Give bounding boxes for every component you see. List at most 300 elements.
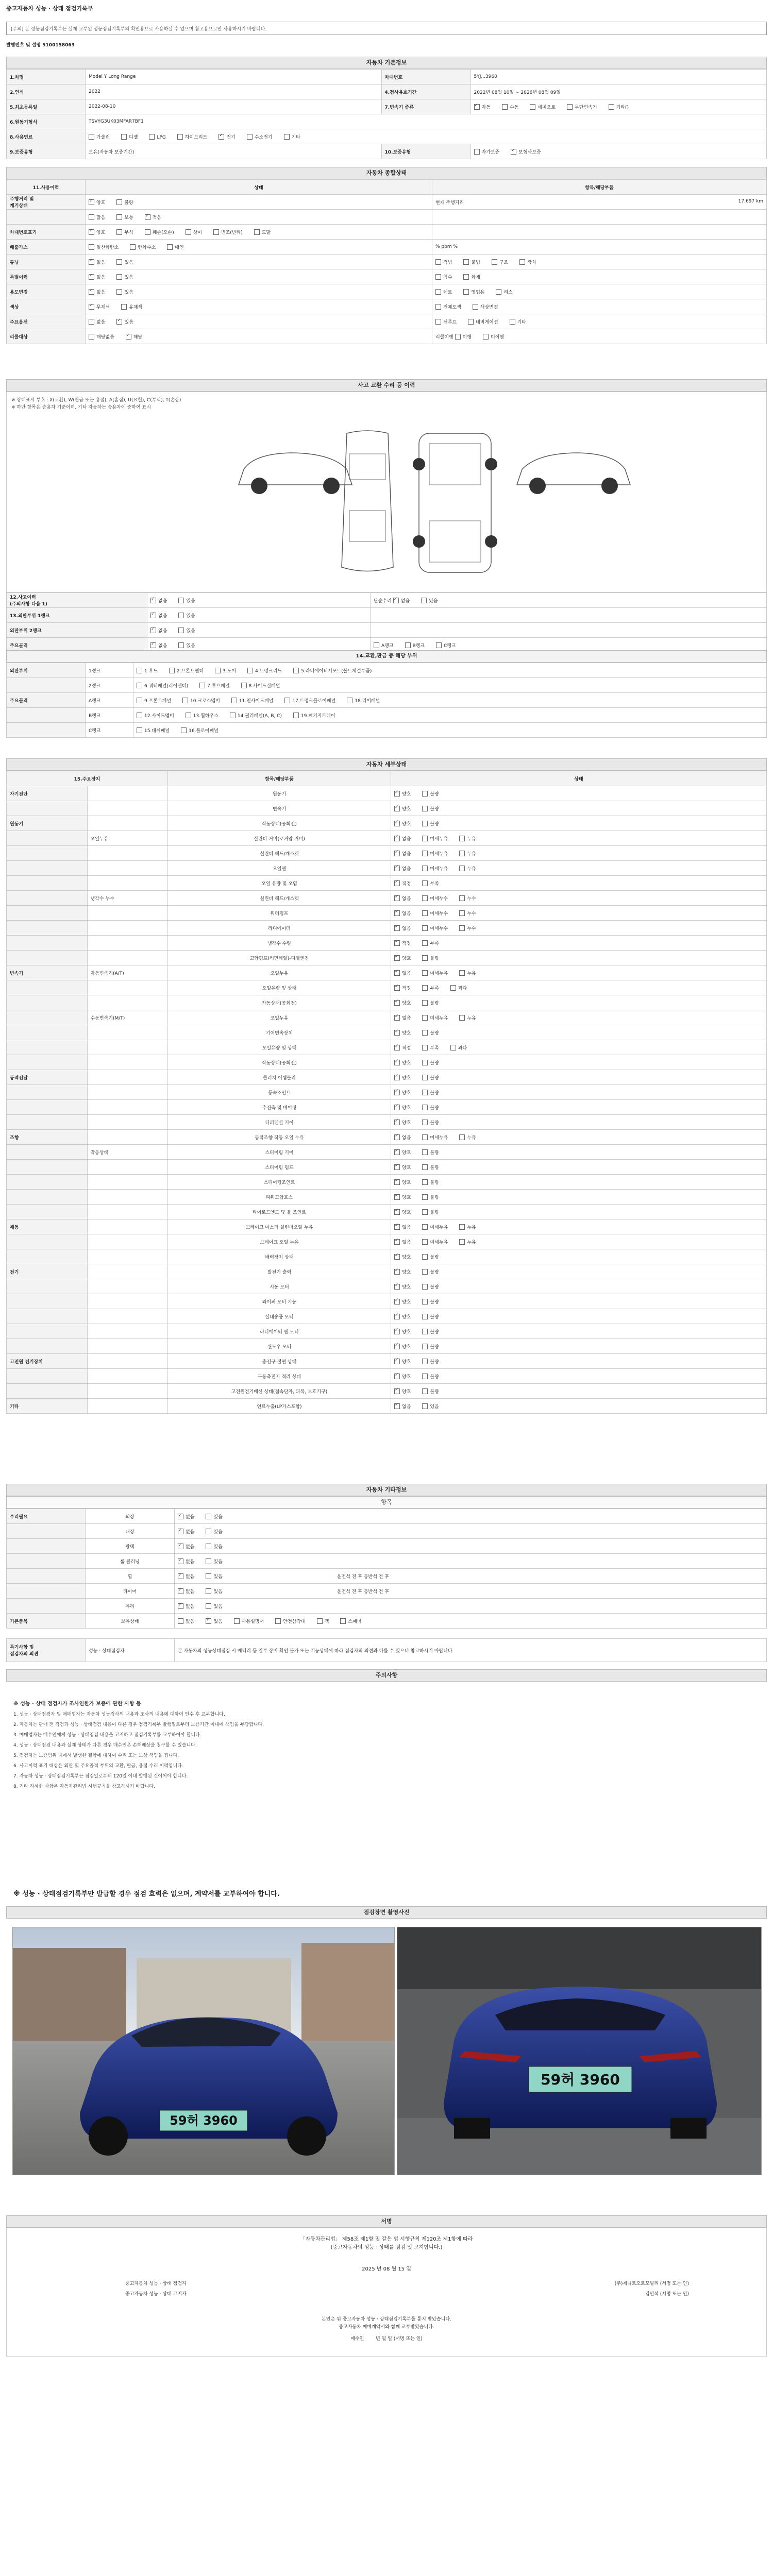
detail-group [7, 1339, 88, 1354]
buyer-label: 매수인 [350, 2336, 364, 2342]
checkbox-icon[interactable] [435, 274, 441, 280]
checkbox-icon[interactable] [422, 866, 428, 871]
detail-sub [87, 1369, 168, 1384]
checkbox-icon[interactable] [394, 1194, 400, 1200]
detail-option: 미세누수 [422, 910, 448, 917]
checkbox-icon[interactable] [422, 1403, 428, 1409]
checkbox-icon[interactable] [422, 1134, 428, 1140]
checkbox-icon[interactable] [167, 244, 173, 250]
checkbox-icon[interactable] [234, 1618, 240, 1624]
checkbox-icon[interactable] [137, 713, 142, 718]
checkbox-icon[interactable] [422, 1105, 428, 1110]
checkbox-icon[interactable] [394, 1179, 400, 1185]
detail-group [7, 1309, 88, 1324]
rear-car-photo [397, 1927, 761, 2175]
checkbox-icon[interactable] [394, 791, 400, 796]
checkbox-icon[interactable] [450, 985, 456, 991]
detail-option: ✓ 양호 [394, 1164, 411, 1171]
checkbox-icon[interactable] [89, 214, 94, 220]
checkbox-icon[interactable] [178, 1529, 183, 1534]
checkbox-icon[interactable] [422, 1344, 428, 1349]
general-options [86, 225, 432, 240]
checkbox-icon[interactable] [230, 713, 236, 718]
checkbox-icon[interactable] [137, 727, 142, 733]
checkbox-icon[interactable] [293, 668, 299, 673]
exchange-option: 11.인사이드패널 [231, 697, 273, 704]
checkbox-icon[interactable] [149, 134, 155, 140]
checkbox-icon[interactable] [284, 134, 290, 140]
checkbox-icon[interactable] [394, 821, 400, 826]
checkbox-icon[interactable] [394, 1239, 400, 1245]
checkbox-icon[interactable] [422, 1179, 428, 1185]
checkbox-icon[interactable] [137, 683, 142, 688]
general-options [86, 255, 432, 269]
checkbox-icon[interactable] [145, 214, 150, 220]
checkbox-icon[interactable] [459, 1224, 465, 1230]
signature-date: 2025 년 08 월 15 일 [362, 2266, 411, 2272]
checkbox-icon[interactable] [394, 1075, 400, 1080]
checkbox-icon[interactable] [394, 1060, 400, 1065]
checkbox-icon[interactable] [219, 134, 224, 140]
detail-sub [87, 1070, 168, 1085]
checkbox-icon[interactable] [459, 910, 465, 916]
detail-option: ✓ 없음 [394, 1014, 411, 1021]
checkbox-icon[interactable] [422, 806, 428, 811]
checkbox-icon[interactable] [150, 598, 156, 603]
checkbox-icon[interactable] [459, 1239, 465, 1245]
checkbox-icon[interactable] [394, 1015, 400, 1021]
checkbox-icon[interactable] [206, 1573, 211, 1579]
checkbox-icon[interactable] [178, 1558, 183, 1564]
checkbox-icon[interactable] [422, 1374, 428, 1379]
checkbox-icon[interactable] [121, 304, 127, 310]
checkbox-icon[interactable] [241, 683, 247, 688]
checkbox-icon[interactable] [394, 1254, 400, 1260]
basic-section-title: 자동차 기본정보 [6, 57, 767, 69]
general-option: 있음 [116, 259, 133, 265]
detail-item: 라디에이터 팬 모터 [168, 1324, 391, 1339]
detail-sub [87, 906, 168, 921]
general-row [7, 210, 767, 225]
general-header-cell: 상태 [86, 180, 432, 195]
checkbox-icon[interactable] [530, 104, 535, 110]
general-options [86, 195, 432, 210]
checkbox-icon[interactable] [206, 1588, 211, 1594]
checkbox-icon[interactable] [421, 598, 427, 603]
checkbox-icon[interactable] [231, 698, 237, 703]
checkbox-icon[interactable] [435, 304, 441, 310]
checkbox-icon[interactable] [394, 895, 400, 901]
checkbox-icon[interactable] [178, 1588, 183, 1594]
detail-group [7, 1249, 88, 1264]
checkbox-icon[interactable] [422, 910, 428, 916]
checkbox-icon[interactable] [394, 1000, 400, 1006]
checkbox-icon[interactable] [422, 955, 428, 961]
checkbox-icon[interactable] [181, 727, 187, 733]
checkbox-icon[interactable] [459, 1015, 465, 1021]
checkbox-icon[interactable] [284, 698, 290, 703]
checkbox-icon[interactable] [393, 598, 399, 603]
checkbox-icon[interactable] [405, 642, 411, 648]
checkbox-icon[interactable] [422, 1388, 428, 1394]
checkbox-icon[interactable] [394, 910, 400, 916]
checkbox-icon[interactable] [89, 199, 94, 205]
other-options [175, 1554, 767, 1569]
detail-option: 불량 [422, 1149, 439, 1156]
detail-options [391, 1339, 767, 1354]
checkbox-icon[interactable] [468, 319, 474, 325]
checkbox-icon[interactable] [206, 1603, 211, 1609]
exchange-items [133, 723, 767, 738]
checkbox-icon[interactable] [422, 1194, 428, 1200]
checkbox-icon[interactable] [394, 940, 400, 946]
checkbox-icon[interactable] [150, 642, 156, 648]
detail-option: 미세누유 [422, 850, 448, 857]
checkbox-icon[interactable] [422, 836, 428, 841]
checkbox-icon[interactable] [459, 851, 465, 856]
checkbox-icon[interactable] [394, 1403, 400, 1409]
other-option: ✓ 없음 [178, 1573, 194, 1580]
detail-row [7, 1040, 767, 1055]
basic-option: ✓ 전기 [219, 133, 235, 140]
detail-option: ✓ 양호 [394, 999, 411, 1006]
rear-plate-text: 59허 3960 [541, 2071, 620, 2088]
accident-2-option: ✓없음 [393, 597, 410, 604]
checkbox-icon[interactable] [347, 698, 352, 703]
checkbox-icon[interactable] [137, 698, 142, 703]
checkbox-icon[interactable] [199, 683, 205, 688]
other-option: 있음 [206, 1543, 222, 1550]
detail-row [7, 876, 767, 891]
checkbox-icon[interactable] [121, 134, 127, 140]
detail-sub: 작동상태 [87, 1145, 168, 1160]
other-option: 있음 [206, 1588, 222, 1595]
checkbox-icon[interactable] [150, 613, 156, 618]
detail-sub [87, 846, 168, 861]
detail-option: 있음 [422, 1403, 439, 1410]
detail-item: 라디에이터 [168, 921, 391, 936]
checkbox-icon[interactable] [422, 1299, 428, 1304]
checkbox-icon[interactable] [394, 806, 400, 811]
detail-sub [87, 1384, 168, 1399]
detail-item: 오일팬 [168, 861, 391, 876]
checkbox-icon[interactable] [89, 244, 94, 250]
checkbox-icon[interactable] [422, 791, 428, 796]
checkbox-icon[interactable] [463, 259, 469, 265]
detail-item: 고전원전기배선 상태(접속단자, 피복, 보호기구) [168, 1384, 391, 1399]
checkbox-icon[interactable] [422, 1239, 428, 1245]
detail-options [391, 906, 767, 921]
checkbox-icon[interactable] [247, 134, 253, 140]
general-label: 튜닝 [7, 255, 86, 269]
checkbox-icon[interactable] [89, 134, 94, 140]
detail-sub [87, 1399, 168, 1414]
checkbox-icon[interactable] [394, 925, 400, 931]
checkbox-icon[interactable] [394, 851, 400, 856]
general-options [86, 269, 432, 284]
checkbox-icon[interactable] [502, 104, 508, 110]
checkbox-icon[interactable] [394, 1149, 400, 1155]
checkbox-icon[interactable] [422, 1045, 428, 1050]
checkbox-icon[interactable] [422, 1060, 428, 1065]
checkbox-icon[interactable] [116, 259, 122, 265]
checkbox-icon[interactable] [422, 1284, 428, 1290]
checkbox-icon[interactable] [474, 104, 480, 110]
checkbox-icon[interactable] [422, 1359, 428, 1364]
checkbox-icon[interactable] [116, 199, 122, 205]
detail-row [7, 995, 767, 1010]
exchange-option: 4.트렁크리드 [247, 667, 282, 674]
checkbox-icon[interactable] [422, 985, 428, 991]
checkbox-icon[interactable] [422, 851, 428, 856]
checkbox-icon[interactable] [186, 229, 191, 235]
checkbox-icon[interactable] [178, 598, 184, 603]
detail-sub: 자동변속기(A/T) [87, 965, 168, 980]
checkbox-icon[interactable] [455, 334, 461, 340]
checkbox-icon[interactable] [435, 289, 441, 295]
detail-option: 불량 [422, 820, 439, 827]
checkbox-icon[interactable] [435, 259, 441, 265]
checkbox-icon[interactable] [394, 1344, 400, 1349]
checkbox-icon[interactable] [394, 866, 400, 871]
checkbox-icon[interactable] [436, 642, 442, 648]
accident-options [147, 623, 371, 638]
checkbox-icon[interactable] [394, 985, 400, 991]
checkbox-icon[interactable] [206, 1558, 211, 1564]
detail-option: ✓ 적정 [394, 880, 411, 887]
checkbox-icon[interactable] [215, 668, 221, 673]
detail-sub [87, 1249, 168, 1264]
detail-row [7, 891, 767, 906]
detail-group [7, 1294, 88, 1309]
accident-option: 있음 [178, 627, 195, 634]
detail-options [391, 876, 767, 891]
checkbox-icon[interactable] [178, 613, 184, 618]
detail-option: ✓ 양호 [394, 1104, 411, 1111]
checkbox-icon[interactable] [182, 698, 188, 703]
general-sub-option: 색상변경 [473, 303, 498, 310]
detail-row [7, 1085, 767, 1100]
checkbox-icon[interactable] [394, 1045, 400, 1050]
checkbox-icon[interactable] [178, 1544, 183, 1549]
checkbox-icon[interactable] [178, 628, 184, 633]
checkbox-icon[interactable] [394, 1314, 400, 1319]
checkbox-icon[interactable] [116, 214, 122, 220]
checkbox-icon[interactable] [89, 304, 94, 310]
checkbox-icon[interactable] [178, 642, 184, 648]
general-options [86, 284, 432, 299]
checkbox-icon[interactable] [422, 1090, 428, 1095]
checkbox-icon[interactable] [422, 1000, 428, 1006]
detail-item: 오일누유 [168, 965, 391, 980]
checkbox-icon[interactable] [394, 1120, 400, 1125]
checkbox-icon[interactable] [130, 244, 136, 250]
checkbox-icon[interactable] [394, 970, 400, 976]
checkbox-icon[interactable] [116, 289, 122, 295]
detail-row [7, 816, 767, 831]
checkbox-icon[interactable] [450, 1045, 456, 1050]
general-label: 배출가스 [7, 240, 86, 255]
checkbox-icon[interactable] [213, 229, 219, 235]
checkbox-icon[interactable] [116, 274, 122, 280]
checkbox-icon[interactable] [394, 1269, 400, 1275]
checkbox-icon[interactable] [394, 1299, 400, 1304]
checkbox-icon[interactable] [89, 289, 94, 295]
checkbox-icon[interactable] [206, 1544, 211, 1549]
checkbox-icon[interactable] [394, 1030, 400, 1036]
checkbox-icon[interactable] [394, 1209, 400, 1215]
checkbox-icon[interactable] [178, 1514, 183, 1519]
checkbox-icon[interactable] [126, 334, 131, 340]
detail-option: 불량 [422, 1074, 439, 1081]
checkbox-icon[interactable] [178, 1618, 183, 1624]
checkbox-icon[interactable] [394, 1374, 400, 1379]
checkbox-icon[interactable] [510, 319, 515, 325]
checkbox-icon[interactable] [394, 1164, 400, 1170]
checkbox-icon[interactable] [116, 319, 122, 325]
checkbox-icon[interactable] [186, 713, 191, 718]
checkbox-icon[interactable] [116, 229, 122, 235]
checkbox-icon[interactable] [89, 319, 94, 325]
checkbox-icon[interactable] [492, 259, 497, 265]
checkbox-icon[interactable] [177, 134, 183, 140]
checkbox-icon[interactable] [150, 628, 156, 633]
detail-option: 불량 [422, 1179, 439, 1185]
checkbox-icon[interactable] [394, 880, 400, 886]
detail-sub [87, 951, 168, 965]
checkbox-icon[interactable] [394, 1284, 400, 1290]
checkbox-icon[interactable] [422, 1224, 428, 1230]
general-sub2-option: 장치 [519, 259, 536, 265]
checkbox-icon[interactable] [422, 1149, 428, 1155]
checkbox-icon[interactable] [394, 1224, 400, 1230]
checkbox-icon[interactable] [206, 1529, 211, 1534]
checkbox-icon[interactable] [394, 1388, 400, 1394]
checkbox-icon[interactable] [567, 104, 573, 110]
checkbox-icon[interactable] [137, 668, 142, 673]
checkbox-icon[interactable] [422, 1329, 428, 1334]
detail-options [391, 891, 767, 906]
checkbox-icon[interactable] [422, 1015, 428, 1021]
detail-options [391, 1234, 767, 1249]
checkbox-icon[interactable] [463, 274, 469, 280]
checkbox-icon[interactable] [463, 289, 469, 295]
checkbox-icon[interactable] [394, 1105, 400, 1110]
dealer-label: 중고자동차 성능 · 상태 고지자 [125, 2292, 187, 2297]
checkbox-icon[interactable] [317, 1618, 323, 1624]
checkbox-icon[interactable] [178, 1603, 183, 1609]
checkbox-icon[interactable] [473, 304, 478, 310]
checkbox-icon[interactable] [374, 642, 379, 648]
checkbox-icon[interactable] [422, 1030, 428, 1036]
detail-option: 부족 [422, 1044, 439, 1051]
checkbox-icon[interactable] [435, 319, 441, 325]
checkbox-icon[interactable] [459, 866, 465, 871]
detail-group [7, 1160, 88, 1175]
checkbox-icon[interactable] [89, 259, 94, 265]
checkbox-icon[interactable] [275, 1618, 281, 1624]
checkbox-icon[interactable] [609, 104, 614, 110]
checkbox-icon[interactable] [89, 229, 94, 235]
detail-group [7, 1324, 88, 1339]
checkbox-icon[interactable] [394, 1090, 400, 1095]
checkbox-icon[interactable] [247, 668, 253, 673]
checkbox-icon[interactable] [496, 289, 501, 295]
checkbox-icon[interactable] [206, 1514, 211, 1519]
checkbox-icon[interactable] [422, 1254, 428, 1260]
checkbox-icon[interactable] [340, 1618, 346, 1624]
front-photo [12, 1927, 395, 2175]
general-sub-option: 기타 [510, 318, 526, 325]
general-label [7, 210, 86, 225]
detail-sub [87, 1339, 168, 1354]
other-item: 룸 클리닝 [86, 1554, 175, 1569]
checkbox-icon[interactable] [422, 1075, 428, 1080]
checkbox-icon[interactable] [422, 970, 428, 976]
checkbox-icon[interactable] [422, 1164, 428, 1170]
general-header-cell: 11.사용이력 [7, 180, 86, 195]
checkbox-icon[interactable] [394, 1329, 400, 1334]
detail-group: 고전원 전기장치 [7, 1354, 88, 1369]
caution-item: 6. 사고이력 표기 대상은 외판 및 주요골격 부위의 교환, 판금, 용접 수리 이력입니다. [13, 1764, 183, 1769]
general-row [7, 269, 767, 284]
checkbox-icon[interactable] [394, 955, 400, 961]
checkbox-icon[interactable] [422, 1269, 428, 1275]
detail-sub [87, 1190, 168, 1205]
checkbox-icon[interactable] [459, 1134, 465, 1140]
checkbox-icon[interactable] [178, 1573, 183, 1579]
checkbox-icon[interactable] [422, 925, 428, 931]
checkbox-icon[interactable] [519, 259, 525, 265]
checkbox-icon[interactable] [422, 1120, 428, 1125]
detail-group [7, 921, 88, 936]
checkbox-icon[interactable] [459, 895, 465, 901]
checkbox-icon[interactable] [206, 1618, 211, 1624]
general-option: ✓ 없음 [89, 289, 105, 295]
statement-line-1: 「자동차관리법」 제58조 제1항 및 같은 법 시행규칙 제120조 제1항에 따라 [300, 2236, 473, 2242]
other-group [7, 1599, 86, 1614]
checkbox-icon[interactable] [394, 836, 400, 841]
detail-option: ✓ 없음 [394, 850, 411, 857]
checkbox-icon[interactable] [474, 149, 480, 155]
checkbox-icon[interactable] [422, 1314, 428, 1319]
checkbox-icon[interactable] [422, 880, 428, 886]
detail-group [7, 1100, 88, 1115]
checkbox-icon[interactable] [422, 821, 428, 826]
checkbox-icon[interactable] [459, 925, 465, 931]
checkbox-icon[interactable] [511, 149, 516, 155]
checkbox-icon[interactable] [169, 668, 175, 673]
checkbox-icon[interactable] [394, 1134, 400, 1140]
front-car-photo [13, 1927, 394, 2175]
checkbox-icon[interactable] [89, 274, 94, 280]
checkbox-icon[interactable] [422, 1209, 428, 1215]
checkbox-icon[interactable] [459, 970, 465, 976]
checkbox-icon[interactable] [394, 1359, 400, 1364]
checkbox-icon[interactable] [145, 229, 150, 235]
checkbox-icon[interactable] [293, 713, 299, 718]
detail-sub [87, 801, 168, 816]
checkbox-icon[interactable] [422, 940, 428, 946]
accident-options [147, 593, 371, 608]
checkbox-icon[interactable] [459, 836, 465, 841]
exchange-rank: A랭크 [86, 693, 133, 708]
checkbox-icon[interactable] [89, 334, 94, 340]
exchange-group [7, 678, 86, 693]
checkbox-icon[interactable] [483, 334, 489, 340]
checkbox-icon[interactable] [422, 895, 428, 901]
checkbox-icon[interactable] [254, 229, 260, 235]
